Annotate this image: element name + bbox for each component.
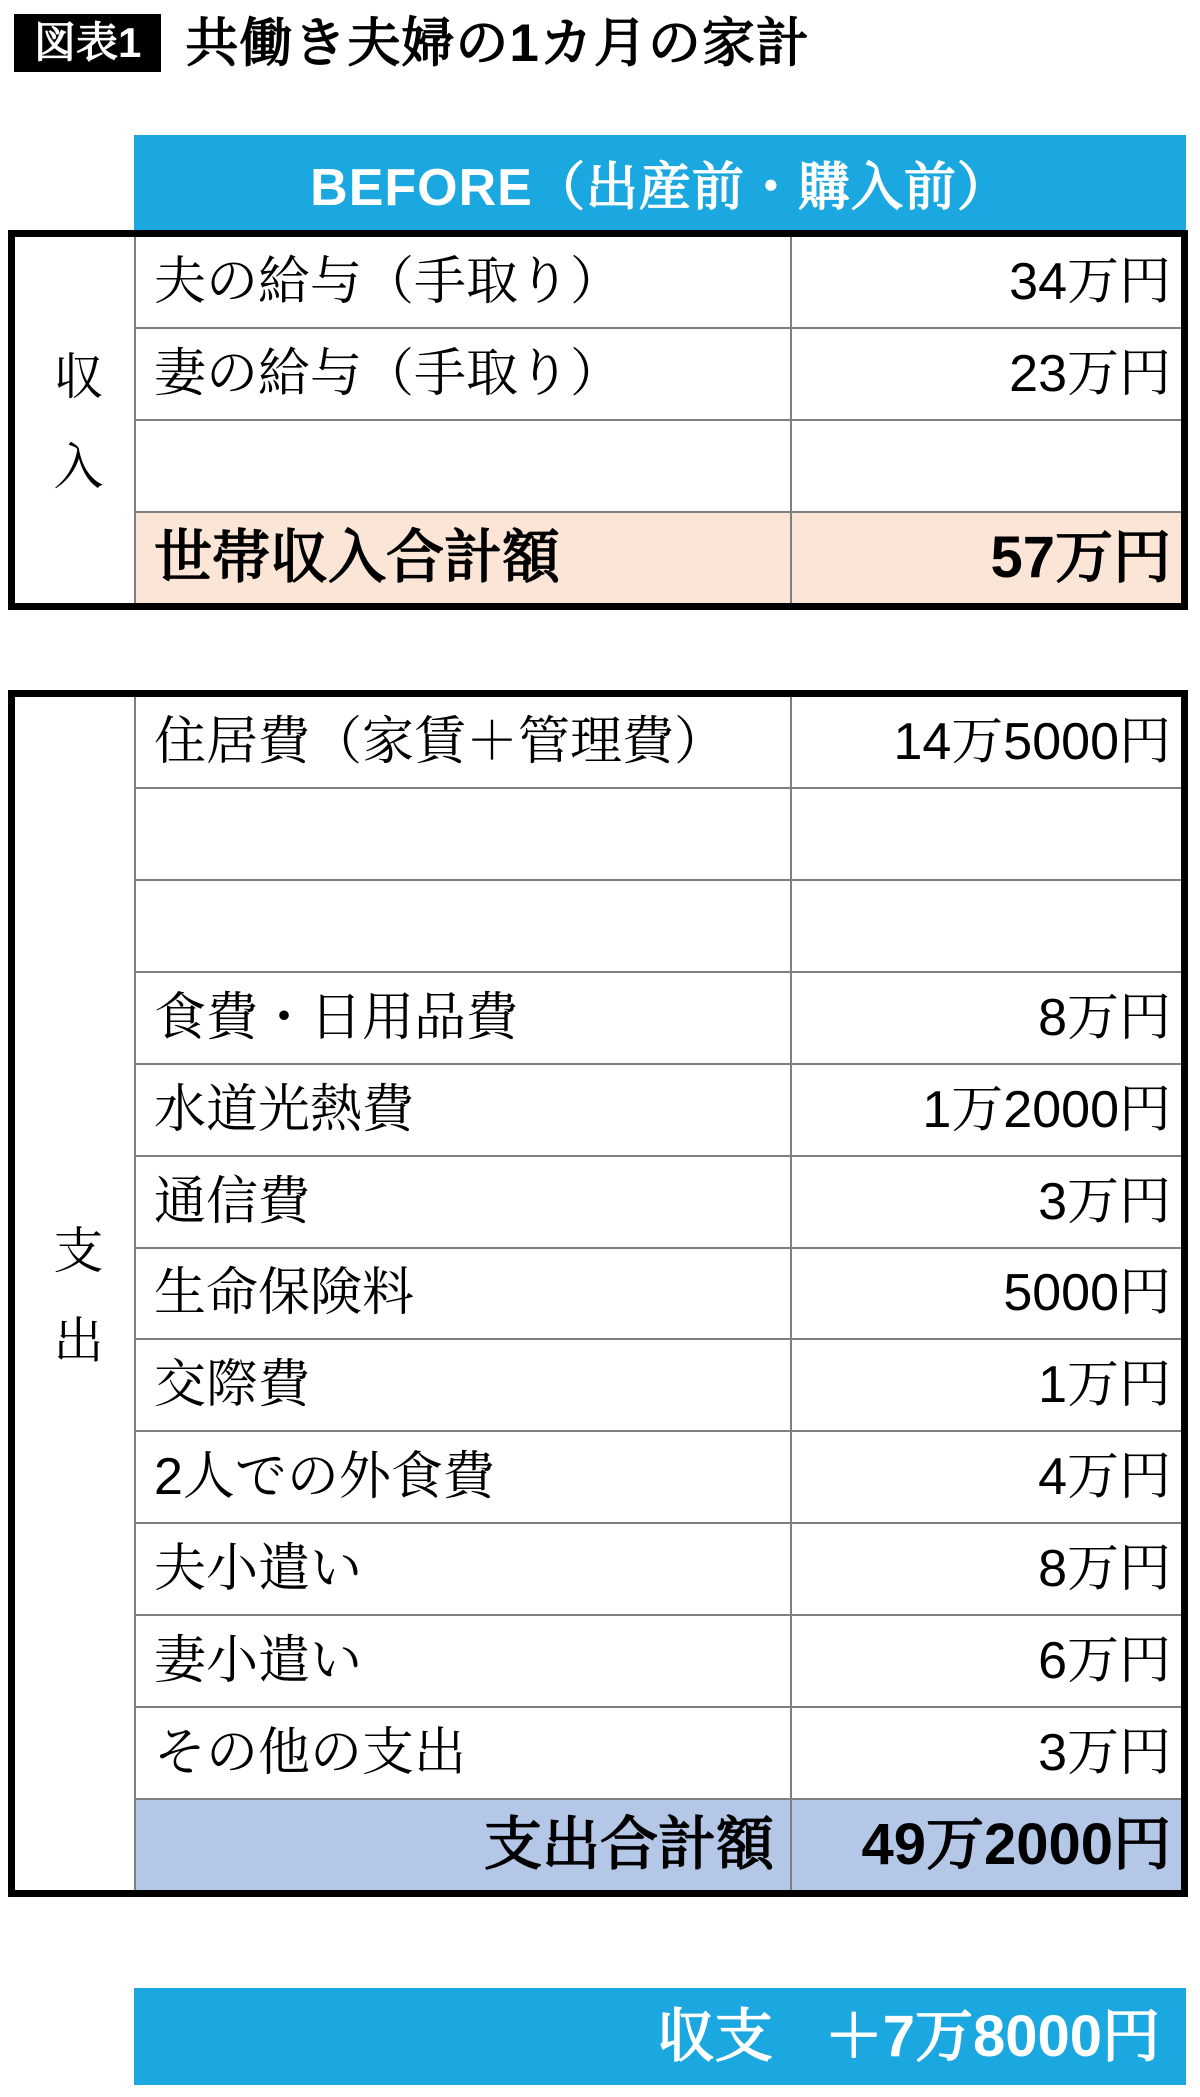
- before-column-header: BEFORE（出産前・購入前）: [134, 135, 1186, 230]
- expense-total-row: [136, 1798, 1181, 1890]
- table-row: [136, 327, 1181, 419]
- expense-row-label: 住居費（家賃＋管理費）: [154, 712, 727, 771]
- income-row-label: 夫の給与（手取り）: [154, 253, 623, 311]
- expense-total-label: 支出合計額: [483, 1812, 774, 1878]
- table-row: [136, 1430, 1181, 1522]
- income-row-label: [136, 421, 790, 511]
- table-row: [136, 1247, 1181, 1339]
- expense-row-label: 通信費: [154, 1172, 311, 1231]
- figure-number-tag: 図表1: [14, 14, 161, 72]
- expense-row-value: 3万円: [790, 1708, 1181, 1798]
- income-row-value: 34万円: [790, 237, 1181, 327]
- expense-table: [8, 690, 1188, 1897]
- table-row-empty: [136, 419, 1181, 511]
- figure-title: 共働き夫婦の1カ月の家計: [185, 13, 810, 73]
- table-row: [136, 1063, 1181, 1155]
- expense-total-value: 49万2000円: [790, 1800, 1181, 1890]
- expense-row-label: 食費・日用品費: [154, 988, 519, 1047]
- table-row-empty: [136, 879, 1181, 971]
- table-row: [136, 1155, 1181, 1247]
- table-row: [136, 1522, 1181, 1614]
- balance-value: ＋7万8000円: [824, 2003, 1160, 2069]
- income-row-value: 23万円: [790, 329, 1181, 419]
- table-row-empty: [136, 787, 1181, 879]
- expense-row-label: 妻小遣い: [154, 1632, 363, 1691]
- expense-row-value: [790, 881, 1181, 971]
- table-row: [136, 1706, 1181, 1798]
- expense-row-value: 8万円: [790, 973, 1181, 1063]
- expense-row-value: 8万円: [790, 1524, 1181, 1614]
- table-row: [136, 1614, 1181, 1706]
- table-row: [136, 237, 1181, 327]
- table-row: [136, 1338, 1181, 1430]
- income-total-value: 57万円: [790, 513, 1181, 603]
- income-section-cell: [15, 237, 136, 603]
- expense-row-value: 1万円: [790, 1340, 1181, 1430]
- balance-label: 収支: [656, 2003, 773, 2069]
- table-row: [136, 697, 1181, 787]
- table-row: [136, 971, 1181, 1063]
- expense-row-label: [136, 789, 790, 879]
- income-row-value: [790, 421, 1181, 511]
- income-total-label: 世帯収入合計額: [154, 525, 561, 590]
- expense-row-value: [790, 789, 1181, 879]
- income-section-label: 収入: [46, 350, 103, 530]
- income-row-label: 妻の給与（手取り）: [154, 345, 623, 403]
- expense-section-cell: [15, 697, 136, 1890]
- expense-row-value: 5000円: [790, 1249, 1181, 1339]
- expense-row-label: 2人での外食費: [154, 1448, 495, 1507]
- figure-title-row: [14, 14, 810, 72]
- expense-row-value: 3万円: [790, 1157, 1181, 1247]
- expense-rows: [136, 697, 1181, 1890]
- income-table: [8, 230, 1188, 610]
- expense-row-value: 14万5000円: [790, 697, 1181, 787]
- expense-row-label: [136, 881, 790, 971]
- expense-section-label: 支出: [46, 1223, 103, 1404]
- expense-row-label: 水道光熱費: [154, 1080, 415, 1139]
- expense-row-label: 生命保険料: [154, 1264, 415, 1323]
- expense-row-label: その他の支出: [154, 1724, 467, 1783]
- income-rows: [136, 237, 1181, 603]
- expense-row-value: 6万円: [790, 1616, 1181, 1706]
- expense-row-label: 夫小遣い: [154, 1540, 363, 1599]
- expense-row-value: 1万2000円: [790, 1065, 1181, 1155]
- expense-row-label: 交際費: [154, 1356, 311, 1415]
- expense-row-value: 4万円: [790, 1432, 1181, 1522]
- income-total-row: [136, 511, 1181, 603]
- balance-bar: [134, 1988, 1186, 2085]
